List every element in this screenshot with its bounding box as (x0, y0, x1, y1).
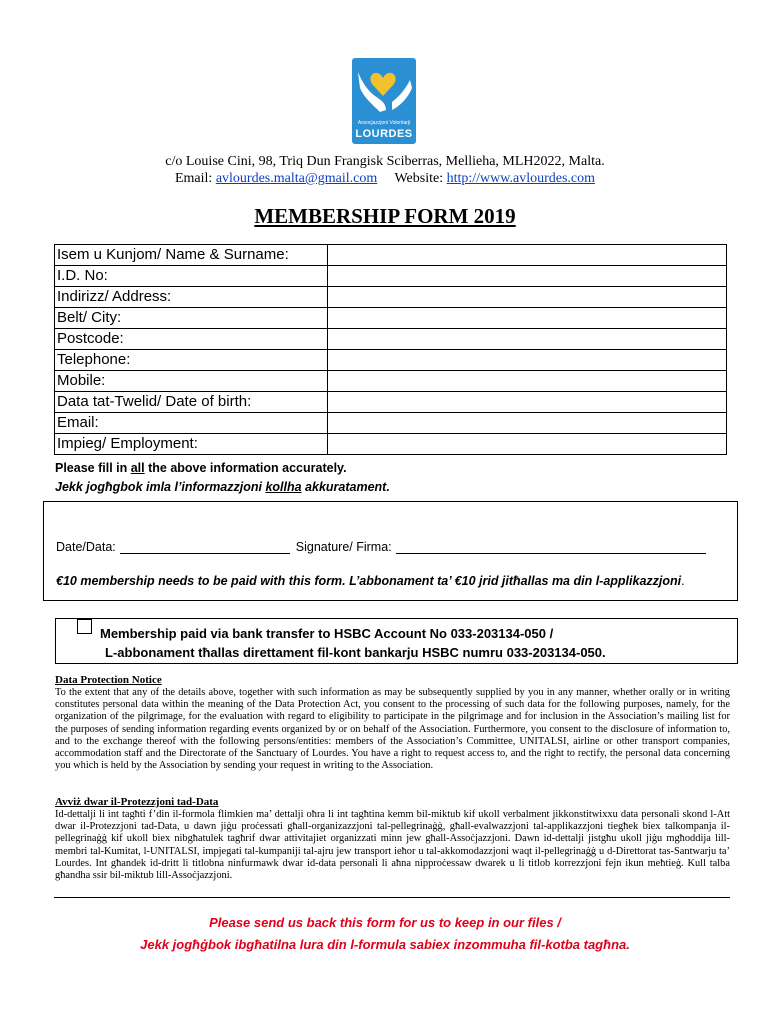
field-row (55, 434, 727, 455)
logo-title: LOURDES (355, 128, 413, 140)
field-value-mobile[interactable] (328, 371, 727, 392)
fill-note-text: the above information accurately. (144, 461, 347, 475)
fill-note-emphasis: kollha (265, 480, 302, 494)
field-value-dob[interactable] (328, 392, 727, 413)
association-logo (352, 58, 416, 144)
field-value-city[interactable] (328, 308, 727, 329)
contact-line (0, 170, 770, 188)
fee-notice-dot: . (681, 574, 685, 588)
field-row (55, 245, 727, 266)
data-protection-heading: Data Protection Notice (55, 674, 162, 686)
field-value-name[interactable] (328, 245, 727, 266)
date-label: Date/Data: (56, 540, 116, 554)
signature-input-line[interactable] (396, 539, 706, 554)
fill-note-text: Jekk jogħgbok imla l’informazzjoni (55, 480, 266, 494)
field-row (55, 266, 727, 287)
field-value-id[interactable] (328, 266, 727, 287)
field-label-postcode: Postcode: (55, 329, 328, 350)
data-protection-text: To the extent that any of the details above, together with such information as may be subsequently supplied by you in any manner, whether orally or in writing constitutes personal data within the meaning of the Data Protection Act, you consent to the processing of such data for the following purposes, namely, for the organization of the pilgrimage, for the evaluation with regard to eligibility to participate in the pilgrimage and for inclusion in the Association’s mailing list for the purposes of sending information regarding events organized by or on behalf of the Association. Furthermore, you consent to the disclosure of information to, and to the exchange thereof with the following persons/entities: members of the Association’s Committee, UNITALSI, airline or other transport companies, accommodation staff and the Directorate of the Sanctuary of Lourdes. You have a right to request access to, and the right to rectify, the personal data concerning you which is held by the Association by sending your request in writing to the Association. (55, 687, 730, 772)
bank-transfer-line-2: L-abbonament tħallas direttament fil-kont bankarju HSBC numru 033-203134-050. (105, 645, 606, 660)
bank-transfer-checkbox[interactable] (77, 619, 92, 634)
website-link[interactable]: http://www.avlourdes.com (446, 171, 596, 186)
field-value-postcode[interactable] (328, 329, 727, 350)
field-label-employment: Impieg/ Employment: (55, 434, 328, 455)
field-value-address[interactable] (328, 287, 727, 308)
heart-hands-icon (352, 58, 416, 120)
website-label: Website: (394, 171, 444, 186)
form-title: MEMBERSHIP FORM 2019 (254, 204, 516, 228)
field-value-telephone[interactable] (328, 350, 727, 371)
field-label-dob: Data tat-Twelid/ Date of birth: (55, 392, 328, 413)
field-label-city: Belt/ City: (55, 308, 328, 329)
fill-note-emphasis: all (130, 461, 145, 475)
field-label-address: Indirizz/ Address: (55, 287, 328, 308)
bank-transfer-line-1: Membership paid via bank transfer to HSBC Account No 033-203134-050 / (100, 626, 554, 641)
signature-label: Signature/ Firma: (295, 540, 392, 554)
member-info-table (54, 244, 727, 455)
avviz-heading: Avviż dwar il-Protezzjoni tad-Data (55, 796, 219, 808)
field-label-id: I.D. No: (55, 266, 328, 287)
fee-notice (56, 574, 685, 588)
fill-note-maltese (55, 480, 390, 494)
fill-note-text: Please fill in (55, 461, 131, 475)
footer-line-2: Jekk jogħġbok ibgħatilna lura din l-formula sabiex inzommuha fil-kotba tagħna. (140, 937, 630, 952)
field-row (55, 329, 727, 350)
fill-note-text: akkuratament. (301, 480, 390, 494)
fee-notice-text: €10 membership needs to be paid with this form. L’abbonament ta’ €10 jrid jitħallas ma din l-applikazzjoni (56, 574, 682, 588)
field-label-name: Isem u Kunjom/ Name & Surname: (55, 245, 328, 266)
field-row (55, 371, 727, 392)
email-link[interactable]: avlourdes.malta@gmail.com (215, 171, 378, 186)
email-label: Email: (174, 171, 213, 186)
footer-line-1: Please send us back this form for us to keep in our files / (209, 915, 561, 930)
field-label-telephone: Telephone: (55, 350, 328, 371)
field-row (55, 413, 727, 434)
address-line: c/o Louise Cini, 98, Triq Dun Frangisk Sciberras, Mellieha, MLH2022, Malta. (165, 154, 605, 169)
field-label-email: Email: (55, 413, 328, 434)
avviz-text: Id-dettalji li int tagħti f’din il-formola flimkien ma’ dettalji oħra li int tagħtina kemm bil-miktub kif ukoll verbalment jikkonstitwixxu data personali skond l-Att dwar il-Protezzjoni tad-Data, u dawn jiġu proċessati għall-organizazzjoni tal-pellegrinaġġ, għall-evalwazzjoni tal-applikazzjoni tiegħek biex talkompanja il-pellegrinaġġ kif ukoll biex nibgħatulek tagħrif dwar attivitajiet organizzati minn jew għall-Assoċjazzjoni. Dawn id-dettalji jistgħu ukoll jiġu mgħoddija lill-membri tal-Kumitat, l-UNITALSI, impjegati tal-kumpaniji tal-ajru jew transport ieħor u tal-akkomodazzjoni waqt il-pellegrinaġġ u d-Direttorat tas-Santwarju ta’ Lourdes. Int għandek id-dritt li titlobna ninfurmawk dwar id-data personali li aħna nipproċessaw dwarek u li titlob korrezzjoni fejn ikun meħtieġ. Kull talba għandha ssir bil-miktub lill-Assoċjazzjoni. (55, 809, 730, 882)
field-value-email[interactable] (328, 413, 727, 434)
field-row (55, 392, 727, 413)
signature-row (56, 539, 706, 554)
logo-subtitle: Assocjazzjoni Volontarji (357, 120, 411, 126)
fill-note-english (55, 461, 347, 475)
field-label-mobile: Mobile: (55, 371, 328, 392)
field-row (55, 287, 727, 308)
field-row (55, 308, 727, 329)
date-input-line[interactable] (120, 539, 290, 554)
field-value-employment[interactable] (328, 434, 727, 455)
divider (54, 897, 730, 898)
field-row (55, 350, 727, 371)
